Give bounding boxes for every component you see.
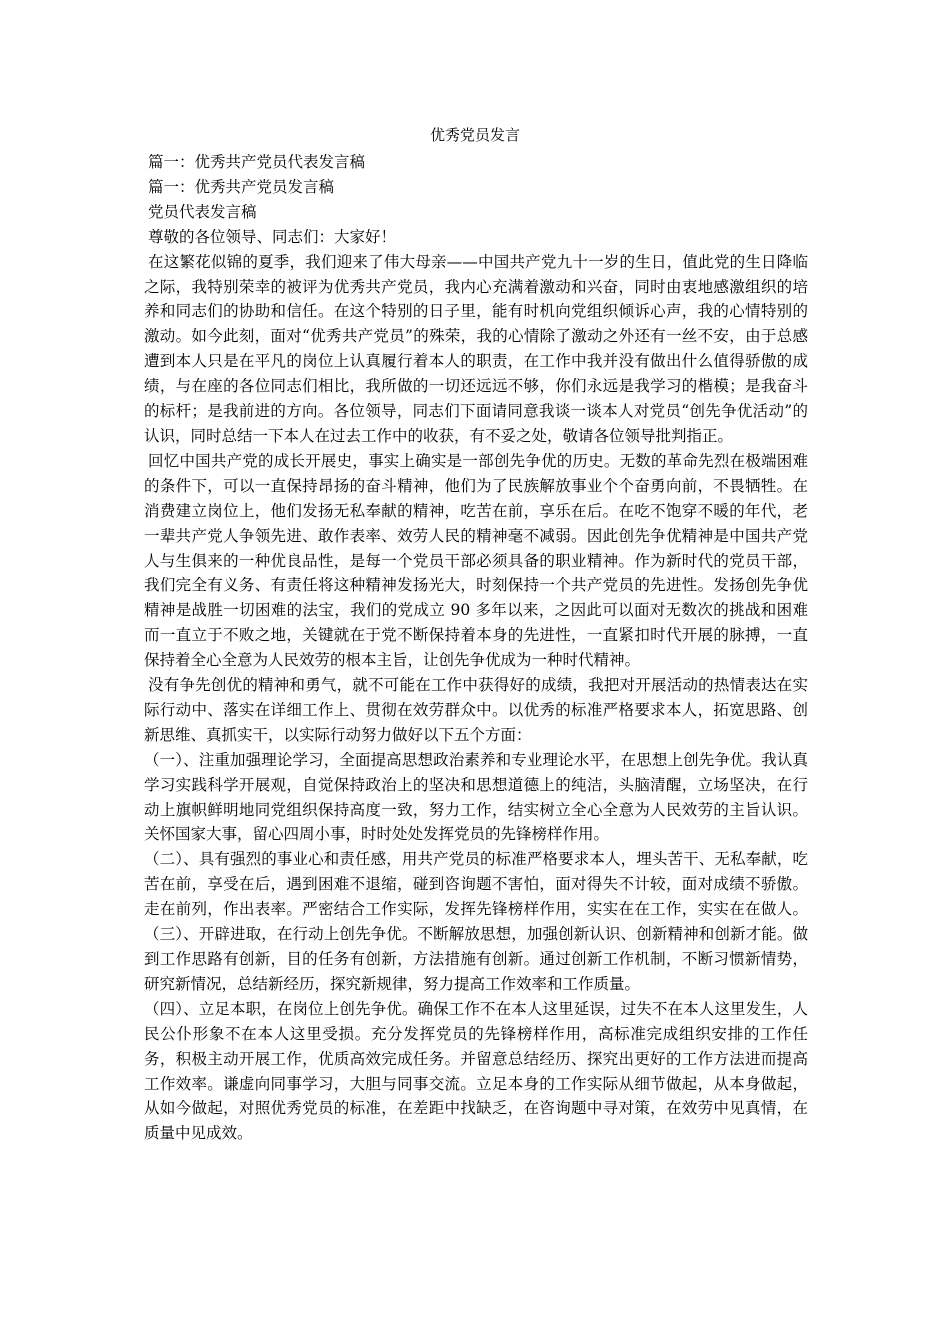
- paragraph-body: 没有争先创优的精神和勇气，就不可能在工作中获得好的成绩，我把对开展活动的热情表达在实际行动中、落实在详细工作上、贯彻在效劳群众中。以优秀的标准严格要求本人，拓宽思路、创新思维、真抓实干，以实际行动努力做好以下五个方面：: [144, 676, 808, 744]
- paragraph-point-4: （四）、立足本职，在岗位上创先争优。确保工作不在本人这里延误，过失不在本人这里发生，人民公仆形象不在本人这里受损。充分发挥党员的先锋榜样作用，高标准完成组织安排的工作任务，积极主动开展工作，优质高效完成任务。并留意总结经历、探究出更好的工作方法进而提高工作效率。谦虚向同事学习，大胆与同事交流。立足本身的工作实际从细节做起，从本身做起，从如今做起，对照优秀党员的标准，在差距中找缺乏，在咨询题中寻对策，在效劳中见真情，在质量中见成效。: [144, 999, 808, 1143]
- paragraph-heading-3: 党员代表发言稿: [148, 202, 257, 221]
- paragraph-heading-2: 篇一：优秀共产党员发言稿: [148, 177, 335, 196]
- paragraph-point-2-3: （二）、具有强烈的事业心和责任感，用共产党员的标准严格要求本人，埋头苦干、无私奉献，吃苦在前，享受在后，遇到困难不退缩，碰到咨询题不害怕，面对得失不计较，面对成绩不骄傲。走在前列，作出表率。严密结合工作实际，发挥先锋榜样作用，实实在在工作，实实在在做人。（三）、开辟进取，在行动上创先争优。不断解放思想，加强创新认识、创新精神和创新才能。做到工作思路有创新，目的任务有创新，方法措施有创新。通过创新工作机制，不断习惯新情势，研究新情况，总结新经历，探究新规律，努力提高工作效率和工作质量。: [144, 850, 808, 993]
- document-body: [144, 150, 808, 1146]
- document-title: 优秀党员发言: [429, 126, 520, 144]
- paragraph-body: 回忆中国共产党的成长开展史，事实上确实是一部创先争优的历史。无数的革命先烈在极端困难的条件下，可以一直保持昂扬的奋斗精神，他们为了民族解放事业个个奋勇向前，不畏牺牲。在消费建立岗位上，他们发扬无私奉献的精神，吃苦在前，享乐在后。在吃不饱穿不暖的年代，老一辈共产党人争领先进、敢作表率、效劳人民的精神毫不减弱。因此创先争优精神是中国共产党人与生俱来的一种优良品性，是每一个党员干部必须具备的职业精神。作为新时代的党员干部，我们完全有义务、有责任将这种精神发扬光大，时刻保持一个共产党员的先进性。发扬创先争优精神是战胜一切困难的法宝，我们的党成立 90 多年以来，之因此可以面对无数次的挑战和困难而一直立于不败之地，关键就在于党不断保持着本身的先进性，一直紧扣时代开展的脉搏，一直保持着全心全意为人民效劳的根本主旨，让创先争优成为一种时代精神。: [144, 451, 808, 670]
- paragraph-greeting: 尊敬的各位领导、同志们：大家好！: [148, 227, 397, 246]
- paragraph-heading-1: 篇一：优秀共产党员代表发言稿: [148, 153, 366, 171]
- paragraph-point-1: （一）、注重加强理论学习，全面提高思想政治素养和专业理论水平，在思想上创先争优。我认真学习实践科学开展观，自觉保持政治上的坚决和思想道德上的纯洁，头脑清醒，立场坚决，在行动上旗帜鲜明地同党组织保持高度一致，努力工作，结实树立全心全意为人民效劳的主旨认识。关怀国家大事，留心四周小事，时时处处发挥党员的先锋榜样作用。: [144, 750, 808, 844]
- paragraph-body: 在这繁花似锦的夏季，我们迎来了伟大母亲——中国共产党九十一岁的生日，值此党的生日降临之际，我特别荣幸的被评为优秀共产党员，我内心充满着激动和兴奋，同时由衷地感激组织的培养和同志们的协助和信任。在这个特别的日子里，能有时机向党组织倾诉心声，我的心情特别的激动。如今此刻，面对“优秀共产党员”的殊荣，我的心情除了激动之外还有一丝不安，由于总感遭到本人只是在平凡的岗位上认真履行着本人的职责，在工作中我并没有做出什么值得骄傲的成绩，与在座的各位同志们相比，我所做的一切还远远不够，你们永远是我学习的楷模；是我奋斗的标杆；是我前进的方向。各位领导，同志们下面请同意我谈一谈本人对党员“创先争优活动”的认识，同时总结一下本人在过去工作中的收获，有不妥之处，敬请各位领导批判指正。: [144, 252, 808, 445]
